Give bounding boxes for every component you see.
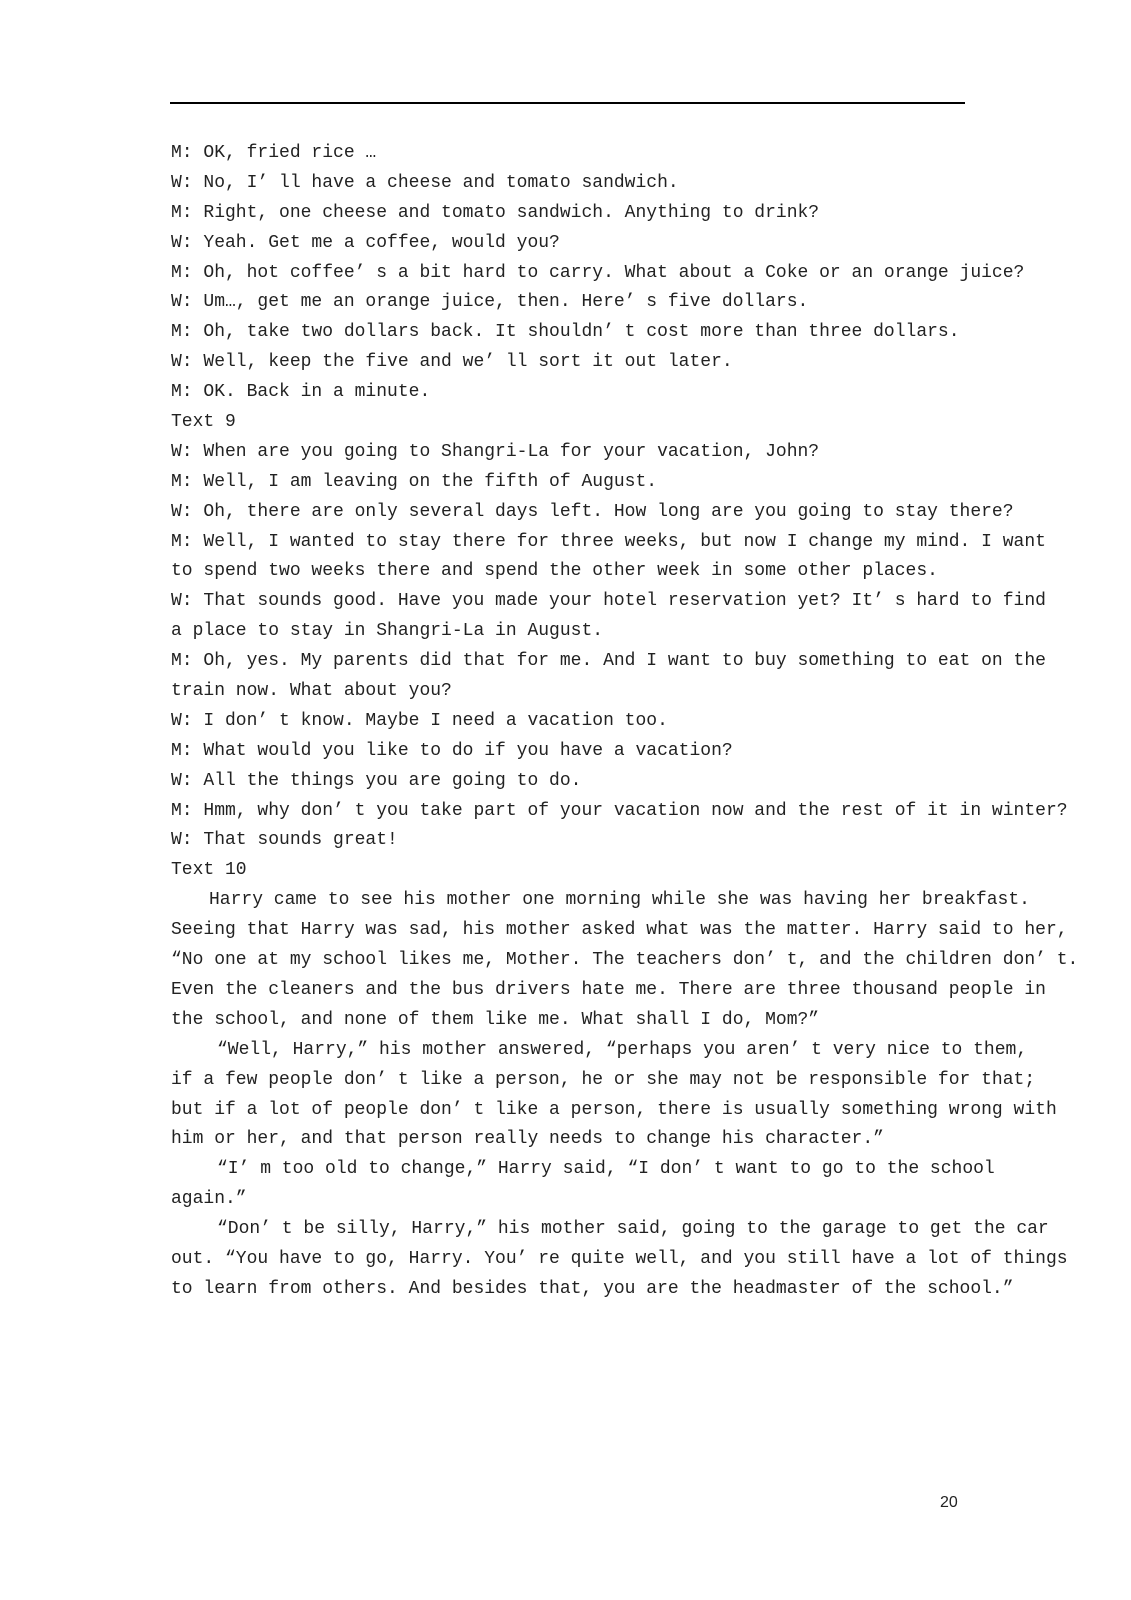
text-line: M: Oh, yes. My parents did that for me. And I want to buy something to eat on the — [171, 651, 1046, 672]
text-line: M: What would you like to do if you have a vacation? — [171, 740, 733, 761]
text-line: M: Oh, hot coffee’ s a bit hard to carry. What about a Coke or an orange juice? — [171, 262, 1025, 283]
paragraph-line: again.” — [171, 1189, 247, 1210]
page-body — [171, 139, 1079, 1305]
paragraph-line: him or her, and that person really needs to change his character.” — [171, 1129, 884, 1150]
text-line: M: Oh, take two dollars back. It shouldn’ t cost more than three dollars. — [171, 322, 960, 343]
paragraph-line: “No one at my school likes me, Mother. The teachers don’ t, and the children don’ t. — [171, 950, 1079, 971]
text-line: M: Hmm, why don’ t you take part of your vacation now and the rest of it in winter? — [171, 800, 1068, 821]
text-line: W: I don’ t know. Maybe I need a vacation too. — [171, 710, 668, 731]
text-line: W: Um…, get me an orange juice, then. Here’ s five dollars. — [171, 292, 809, 313]
text-line: M: Well, I am leaving on the fifth of August. — [171, 471, 658, 492]
paragraph-line: Even the cleaners and the bus drivers hate me. There are three thousand people in — [171, 979, 1046, 1000]
text-line: W: That sounds great! — [171, 830, 398, 851]
text-line: M: OK, fried rice … — [171, 143, 377, 163]
paragraph-line: Harry came to see his mother one morning while she was having her breakfast. — [209, 890, 1030, 911]
text-line: W: Oh, there are only several days left. How long are you going to stay there? — [171, 501, 1014, 522]
text-line: to spend two weeks there and spend the other week in some other places. — [171, 561, 938, 582]
paragraph-line: “Well, Harry,” his mother answered, “perhaps you aren’ t very nice to them, — [217, 1039, 1028, 1060]
section-heading: Text 9 — [171, 412, 236, 433]
paragraph-line: but if a lot of people don’ t like a person, there is usually something wrong with — [171, 1099, 1057, 1120]
text-line: W: Well, keep the five and we’ ll sort it out later. — [171, 352, 733, 373]
text-line: W: Yeah. Get me a coffee, would you? — [171, 232, 560, 253]
paragraph-line: the school, and none of them like me. What shall I do, Mom?” — [171, 1009, 820, 1030]
text-line: W: No, I’ ll have a cheese and tomato sandwich. — [171, 172, 679, 193]
page-number: 20 — [940, 1494, 958, 1511]
text-line: M: Well, I wanted to stay there for three weeks, but now I change my mind. I want — [171, 531, 1046, 552]
section-heading: Text 10 — [171, 860, 247, 881]
text-line: W: When are you going to Shangri-La for your vacation, John? — [171, 441, 820, 462]
paragraph-line: if a few people don’ t like a person, he or she may not be responsible for that; — [171, 1069, 1036, 1090]
paragraph-line: “Don’ t be silly, Harry,” his mother said, going to the garage to get the car — [217, 1219, 1049, 1240]
paragraph-line: to learn from others. And besides that, you are the headmaster of the school.” — [171, 1278, 1014, 1299]
paragraph-line: Seeing that Harry was sad, his mother asked what was the matter. Harry said to her, — [171, 920, 1068, 941]
text-line: M: OK. Back in a minute. — [171, 382, 431, 403]
header-rule — [170, 102, 965, 104]
paragraph-line: “I’ m too old to change,” Harry said, “I don’ t want to go to the school — [217, 1159, 995, 1180]
text-line: W: That sounds good. Have you made your hotel reservation yet? It’ s hard to find — [171, 591, 1046, 612]
text-line: M: Right, one cheese and tomato sandwich. Anything to drink? — [171, 202, 820, 223]
paragraph-line: out. “You have to go, Harry. You’ re quite well, and you still have a lot of things — [171, 1248, 1068, 1269]
text-line: a place to stay in Shangri-La in August. — [171, 621, 604, 642]
text-line: train now. What about you? — [171, 681, 452, 702]
text-line: W: All the things you are going to do. — [171, 770, 582, 791]
